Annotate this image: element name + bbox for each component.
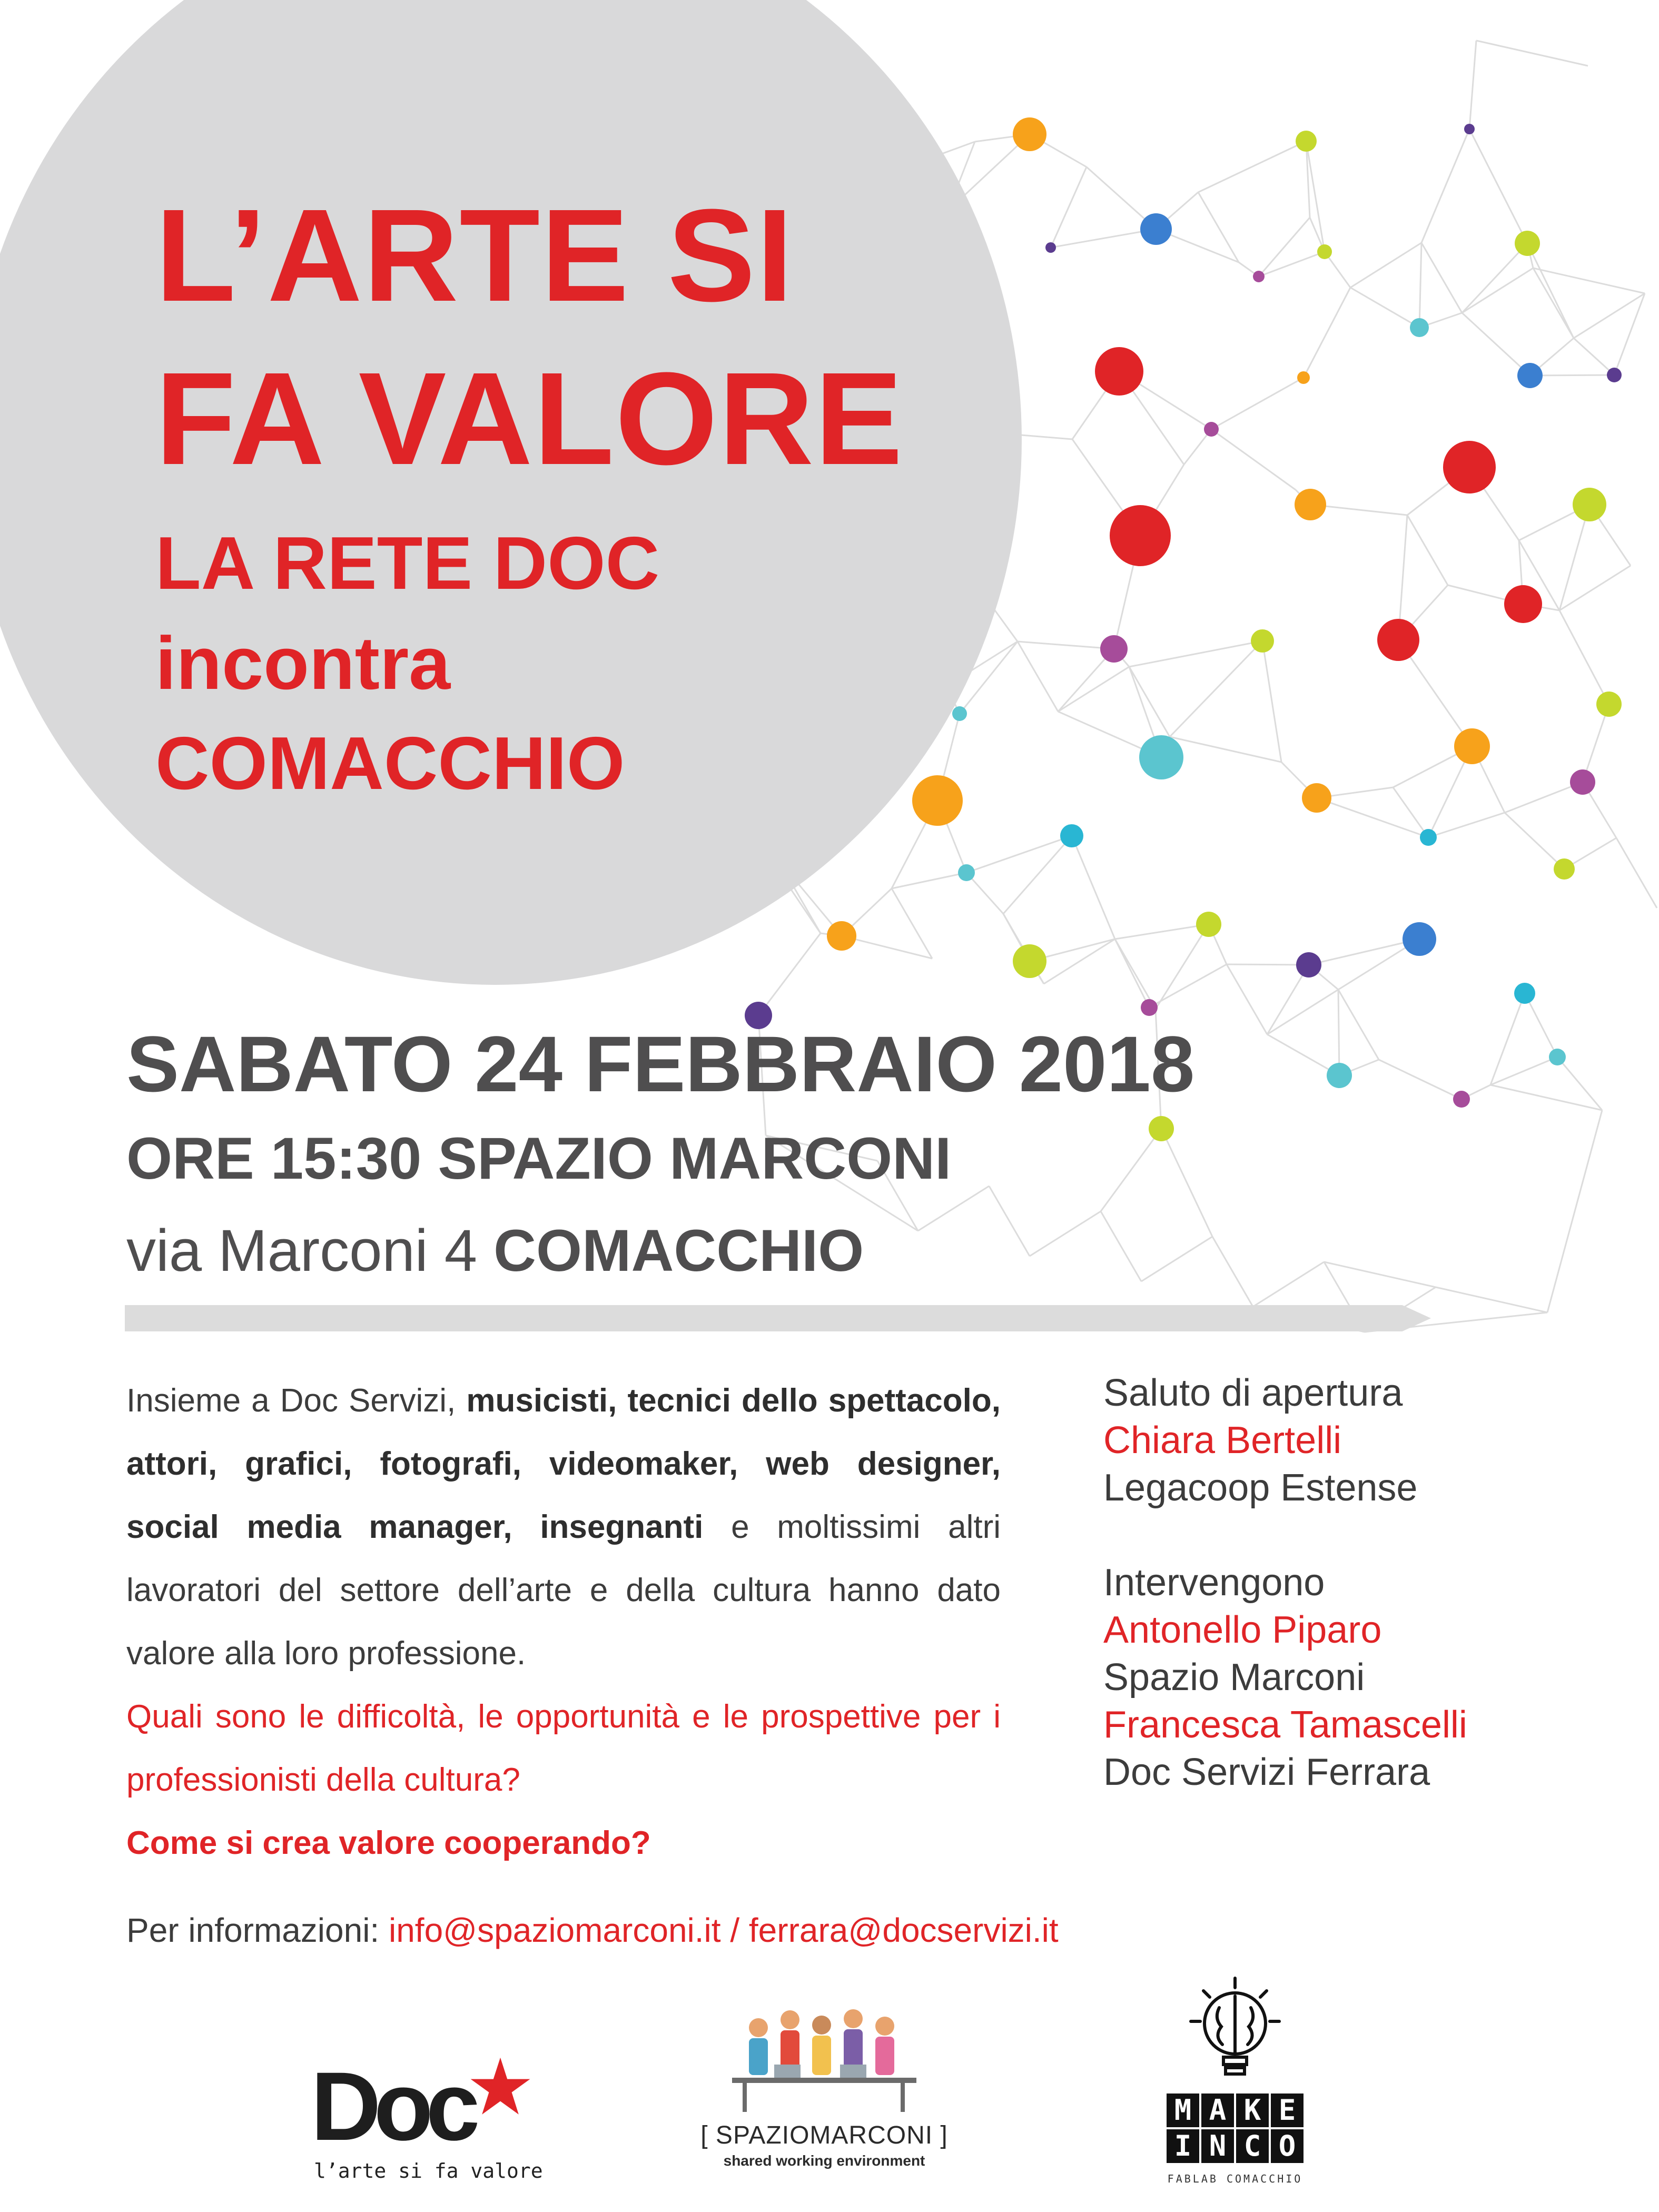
network-dot xyxy=(1327,1063,1352,1088)
network-line xyxy=(1161,1129,1212,1237)
network-line xyxy=(758,933,821,1015)
network-line xyxy=(989,1186,1030,1256)
email-separator: / xyxy=(720,1911,749,1949)
network-line xyxy=(1156,924,1209,1009)
spacer xyxy=(1103,1512,1467,1559)
network-line xyxy=(1490,1057,1557,1085)
network-line xyxy=(1338,990,1339,1075)
network-line xyxy=(1407,515,1448,585)
network-line xyxy=(1170,737,1281,762)
network-line xyxy=(1338,990,1379,1060)
network-dot xyxy=(1515,231,1540,256)
network-line xyxy=(1044,939,1115,984)
network-line xyxy=(1149,964,1227,1008)
question-2: Come si crea valore cooperando? xyxy=(126,1825,651,1861)
coworking-people-icon xyxy=(727,1999,922,2115)
network-line xyxy=(1198,192,1239,262)
speakers-list xyxy=(1103,1369,1467,1796)
network-line xyxy=(1533,268,1574,338)
speakers-label: Intervengono xyxy=(1103,1562,1325,1604)
network-line xyxy=(1058,667,1129,712)
network-dot xyxy=(1045,242,1056,253)
network-line xyxy=(1198,141,1306,192)
network-line xyxy=(1379,1060,1461,1099)
main-title xyxy=(155,174,904,500)
network-line xyxy=(892,888,932,959)
subtitle-line-2: incontra xyxy=(155,621,451,705)
network-dot xyxy=(1149,1116,1174,1141)
network-dot xyxy=(1296,952,1321,977)
network-dot xyxy=(1410,318,1429,337)
inco-letter: N xyxy=(1201,2129,1234,2163)
inco-letter: C xyxy=(1236,2129,1269,2163)
network-dot xyxy=(1573,488,1606,521)
network-line xyxy=(1051,229,1156,248)
question-1: Quali sono le difficoltà, le opportunità e le prospettive per i professionisti della cultura? xyxy=(126,1698,1001,1798)
network-line xyxy=(1505,813,1564,869)
description-paragraph xyxy=(126,1369,1001,1685)
network-line xyxy=(1267,990,1338,1034)
network-line xyxy=(1393,787,1428,837)
network-dot xyxy=(1596,692,1622,717)
contact-info xyxy=(126,1907,1059,1954)
network-dot xyxy=(1317,244,1332,259)
spazio-marconi-tagline: shared working environment xyxy=(723,2152,925,2169)
network-line xyxy=(1559,610,1609,704)
network-dot xyxy=(912,775,963,826)
network-line xyxy=(1525,993,1557,1057)
network-dot xyxy=(1141,999,1158,1016)
network-dot xyxy=(1013,117,1046,151)
subtitle xyxy=(155,514,659,814)
network-line xyxy=(1324,1262,1436,1287)
network-line xyxy=(1476,41,1588,66)
network-line xyxy=(1419,243,1421,328)
title-line-1: L’ARTE SI xyxy=(155,182,794,329)
network-line xyxy=(1527,243,1574,338)
inco-letter: O xyxy=(1271,2129,1303,2163)
lightbulb-brain-icon xyxy=(1177,1975,1293,2080)
doc-wordmark: Doc xyxy=(311,2052,473,2161)
title-line-2: FA VALORE xyxy=(155,345,904,492)
network-dot xyxy=(1060,824,1083,847)
network-line xyxy=(1317,798,1428,837)
event-address xyxy=(126,1214,864,1288)
network-line xyxy=(1462,313,1530,376)
address-street: via Marconi 4 xyxy=(126,1218,478,1283)
network-dot xyxy=(952,706,967,721)
email-link-docservizi[interactable]: ferrara@docservizi.it xyxy=(748,1911,1059,1949)
network-dot xyxy=(1140,213,1172,245)
network-line xyxy=(1101,1129,1161,1211)
opening-label: Saluto di apertura xyxy=(1103,1372,1403,1414)
network-dot xyxy=(1453,1091,1470,1108)
event-time-venue: ORE 15:30 SPAZIO MARCONI xyxy=(126,1125,952,1191)
event-date: SABATO 24 FEBBRAIO 2018 xyxy=(126,1020,1195,1108)
network-line xyxy=(1547,1110,1602,1312)
network-dot xyxy=(1139,735,1183,779)
contact-label: Per informazioni: xyxy=(126,1911,389,1949)
network-line xyxy=(1574,293,1645,338)
make-inco-subtitle: FABLAB COMACCHIO xyxy=(1167,2172,1303,2185)
network-line xyxy=(1101,1211,1141,1281)
make-letter: A xyxy=(1201,2094,1234,2127)
network-line xyxy=(1115,939,1156,1009)
speaker-2-org: Doc Servizi Ferrara xyxy=(1103,1751,1430,1793)
network-dot xyxy=(1454,728,1490,764)
network-dot xyxy=(1100,635,1128,663)
network-dot xyxy=(1504,585,1542,623)
speaker-2-name: Francesca Tamascelli xyxy=(1103,1704,1467,1746)
address-city: COMACCHIO xyxy=(493,1218,864,1283)
make-inco-letter-grid xyxy=(1167,2094,1303,2163)
description-rest: e moltissimi altri lavoratori del settore dell’arte e della cultura hanno dato valore alla loro professione. xyxy=(126,1509,1001,1672)
network-dot xyxy=(1443,441,1496,493)
network-line xyxy=(1490,1085,1602,1110)
make-letter: M xyxy=(1167,2094,1199,2127)
network-line xyxy=(1227,964,1267,1034)
network-line xyxy=(1428,813,1505,837)
network-line xyxy=(1018,641,1058,712)
network-line xyxy=(1253,1262,1324,1307)
network-dot xyxy=(1251,629,1274,653)
network-dot xyxy=(1570,769,1595,795)
network-line xyxy=(1141,1237,1212,1281)
network-line xyxy=(1574,338,1614,375)
spazio-marconi-logo xyxy=(690,1999,959,2188)
network-dot xyxy=(1464,124,1475,134)
subtitle-line-3: COMACCHIO xyxy=(155,722,625,805)
network-dot xyxy=(1296,131,1317,152)
network-dot xyxy=(1420,829,1437,846)
network-dot xyxy=(1196,912,1221,937)
network-dot xyxy=(1377,619,1419,661)
network-dot xyxy=(1297,371,1310,384)
star-icon xyxy=(469,2055,532,2118)
network-line xyxy=(1051,167,1087,248)
network-line xyxy=(1072,836,1115,939)
network-dot xyxy=(1517,363,1543,388)
arrow-divider xyxy=(125,1305,1431,1331)
network-line xyxy=(1018,641,1114,649)
doc-logo xyxy=(311,2054,542,2191)
network-line xyxy=(1211,378,1303,429)
speaker-1-name: Antonello Piparo xyxy=(1103,1609,1382,1651)
network-dot xyxy=(958,864,975,881)
opening-speaker-name: Chiara Bertelli xyxy=(1103,1419,1342,1461)
email-link-spaziomarconi[interactable]: info@spaziomarconi.it xyxy=(388,1911,721,1949)
subtitle-line-1: LA RETE DOC xyxy=(155,521,660,605)
network-dot xyxy=(1204,422,1219,437)
network-line xyxy=(1530,375,1614,376)
network-line xyxy=(1421,243,1462,313)
network-line xyxy=(1469,129,1527,243)
network-dot xyxy=(1302,783,1331,813)
event-description xyxy=(126,1369,1001,1875)
network-line xyxy=(1262,641,1281,762)
network-dot xyxy=(1095,347,1143,396)
inco-letter: I xyxy=(1167,2129,1199,2163)
doc-tagline: l’arte si fa valore xyxy=(314,2159,543,2183)
make-inco-logo xyxy=(1156,1975,1314,2196)
network-line xyxy=(1129,641,1262,667)
network-line xyxy=(1490,993,1525,1085)
network-dot xyxy=(1554,858,1575,880)
network-dot xyxy=(1013,944,1046,978)
network-dot xyxy=(1253,271,1265,282)
description-intro: Insieme a Doc Servizi, xyxy=(126,1382,467,1419)
network-line xyxy=(1170,641,1262,737)
network-line xyxy=(1421,129,1469,243)
network-line xyxy=(1115,924,1209,939)
description-professions: musicisti, tecnici dello spettacolo, attori, grafici, fotografi, videomaker, web designer, social media manager, insegnanti xyxy=(126,1382,1001,1545)
network-line xyxy=(1616,838,1657,908)
make-letter: K xyxy=(1236,2094,1269,2127)
opening-speaker-org: Legacoop Estense xyxy=(1103,1467,1418,1509)
network-line xyxy=(1436,1287,1547,1312)
network-dot xyxy=(1514,983,1535,1004)
network-line xyxy=(1309,939,1419,965)
network-dot xyxy=(1607,368,1622,382)
network-dot xyxy=(827,921,856,951)
network-dot xyxy=(1295,489,1326,520)
network-line xyxy=(1129,667,1170,737)
network-line xyxy=(1614,293,1645,375)
network-dot xyxy=(1403,922,1436,956)
network-line xyxy=(1211,429,1296,490)
network-line xyxy=(1212,1237,1253,1307)
speaker-1-org: Spazio Marconi xyxy=(1103,1656,1365,1698)
network-dot xyxy=(1110,505,1171,566)
spazio-marconi-wordmark: [ SPAZIOMARCONI ] xyxy=(700,2121,948,2149)
network-line xyxy=(1030,1211,1101,1256)
network-line xyxy=(1350,288,1419,328)
make-letter: E xyxy=(1271,2094,1303,2127)
network-line xyxy=(892,873,966,888)
network-line xyxy=(1469,41,1476,129)
network-line xyxy=(1303,288,1350,378)
network-line xyxy=(1350,243,1421,288)
network-dot xyxy=(1549,1049,1566,1065)
